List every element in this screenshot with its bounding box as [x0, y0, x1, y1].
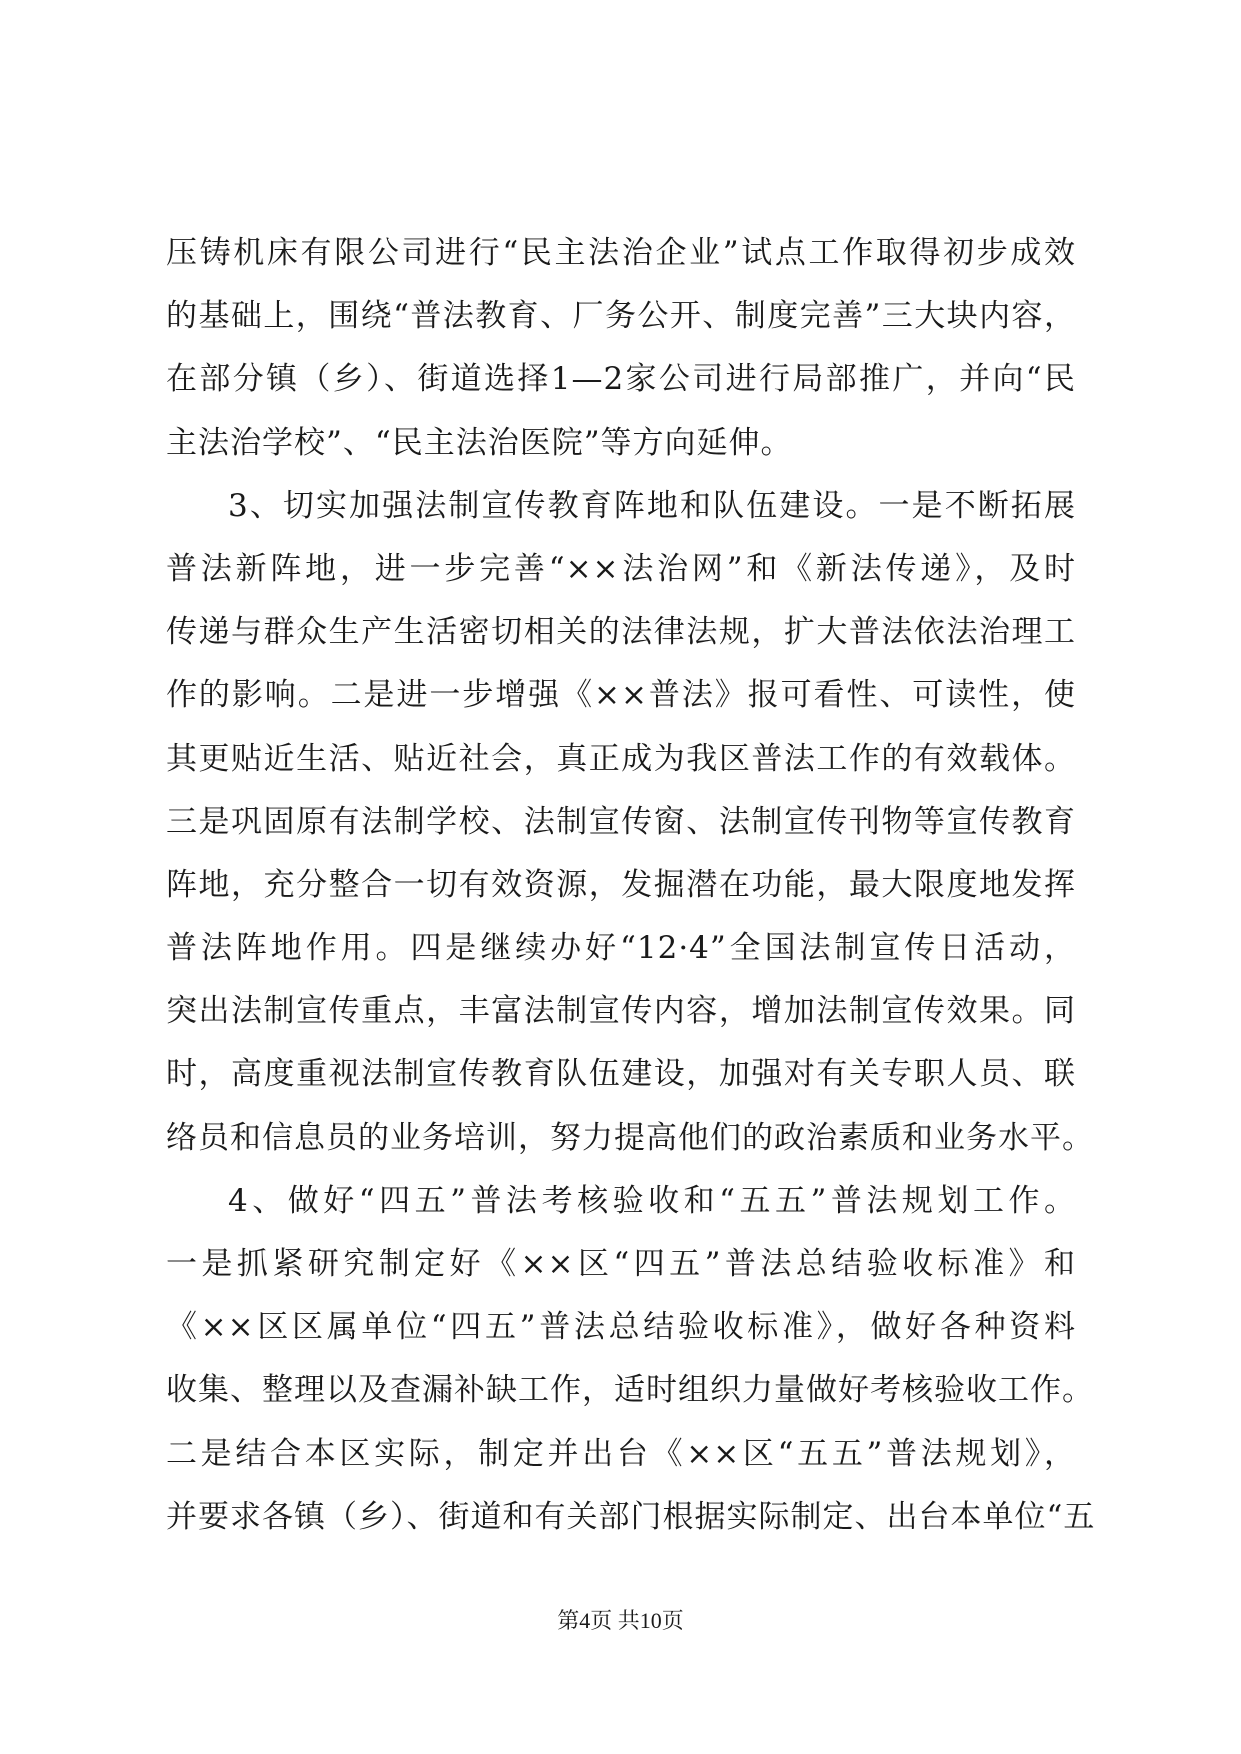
text-line: 主法治学校”、“民主法治医院”等方向延伸。	[166, 424, 793, 461]
text-line: 阵地，充分整合一切有效资源，发掘潜在功能，最大限度地发挥	[166, 866, 1076, 903]
text-line: 收集、整理以及查漏补缺工作，适时组织力量做好考核验收工作。	[166, 1372, 1094, 1409]
text-line: 《××区区属单位“四五”普法总结验收标准》，做好各种资料	[166, 1309, 1076, 1346]
body-text	[166, 222, 1096, 1549]
text-line: 在部分镇（乡）、街道选择1—2家公司进行局部推广，并向“民	[166, 361, 1076, 398]
text-line: 络员和信息员的业务培训，努力提高他们的政治素质和业务水平。	[166, 1119, 1094, 1156]
text-line: 传递与群众生产生活密切相关的法律法规，扩大普法依法治理工	[166, 614, 1076, 651]
text-line: 的基础上，围绕“普法教育、厂务公开、制度完善”三大块内容，	[166, 298, 1076, 335]
text-line: 3、切实加强法制宣传教育阵地和队伍建设。一是不断拓展	[228, 487, 1076, 524]
text-line: 作的影响。二是进一步增强《××普法》报可看性、可读性，使	[166, 677, 1076, 714]
text-line: 普法新阵地，进一步完善“××法治网”和《新法传递》，及时	[166, 550, 1076, 587]
text-line: 普法阵地作用。四是继续办好“12·4”全国法制宣传日活动，	[166, 930, 1076, 967]
text-line: 并要求各镇（乡）、街道和有关部门根据实际制定、出台本单位“五	[166, 1498, 1096, 1535]
text-line: 二是结合本区实际，制定并出台《××区“五五”普法规划》，	[166, 1435, 1076, 1472]
text-line: 其更贴近生活、贴近社会，真正成为我区普法工作的有效载体。	[166, 740, 1076, 777]
text-line: 压铸机床有限公司进行“民主法治企业”试点工作取得初步成效	[166, 235, 1076, 271]
page-number-footer: 第4页 共10页	[557, 1608, 684, 1633]
text-line: 一是抓紧研究制定好《××区“四五”普法总结验收标准》和	[166, 1246, 1076, 1282]
text-line: 时，高度重视法制宣传教育队伍建设，加强对有关专职人员、联	[166, 1056, 1076, 1093]
text-line: 三是巩固原有法制学校、法制宣传窗、法制宣传刊物等宣传教育	[166, 803, 1076, 840]
text-line: 4、做好“四五”普法考核验收和“五五”普法规划工作。	[228, 1182, 1076, 1219]
text-line: 突出法制宣传重点，丰富法制宣传内容，增加法制宣传效果。同	[166, 993, 1076, 1030]
